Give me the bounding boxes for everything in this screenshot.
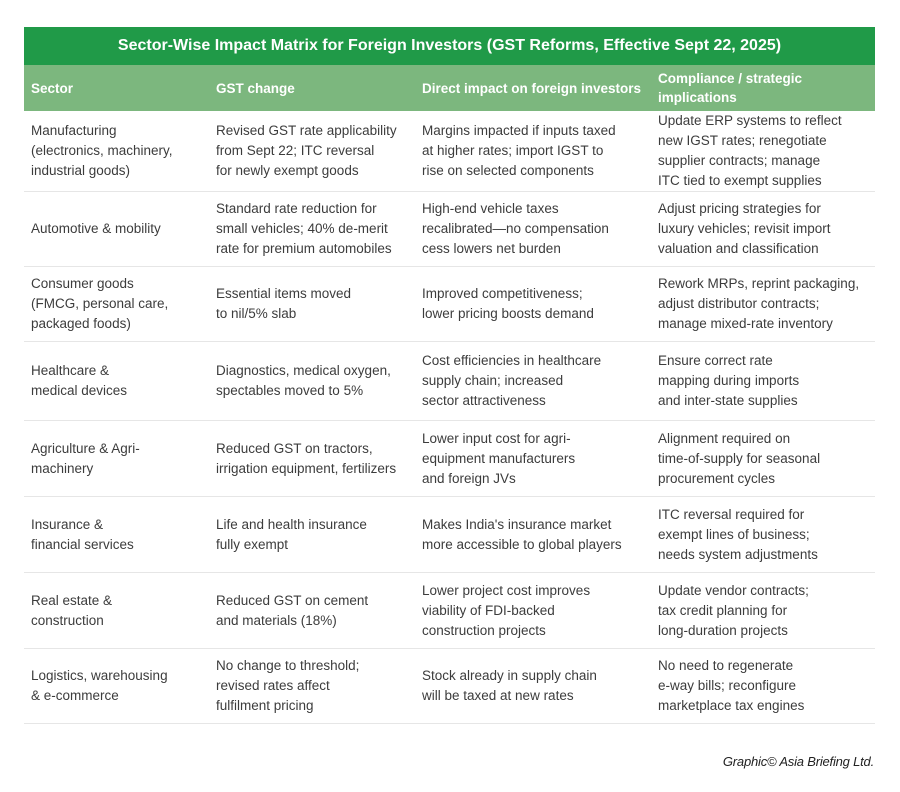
compliance-cell: Ensure correct rate mapping during imports and inter-state supplies [658, 353, 800, 408]
compliance-cell: Alignment required on time-of-supply for seasonal procurement cycles [658, 430, 821, 486]
gst-change-cell: Reduced GST on tractors, irrigation equipment, fertilizers [216, 440, 397, 476]
sector-cell: Real estate & construction [31, 592, 113, 628]
compliance-cell: ITC reversal required for exempt lines of business; needs system adjustments [658, 506, 818, 562]
column-header-compliance: Compliance / strategic implications [658, 71, 803, 105]
impact-cell: Margins impacted if inputs taxed at higher rates; import IGST to rise on selected components [422, 123, 616, 178]
compliance-cell: Rework MRPs, reprint packaging, adjust distributor contracts; manage mixed-rate inventory [658, 276, 860, 331]
gst-change-cell: Diagnostics, medical oxygen, spectables moved to 5% [216, 363, 391, 398]
column-header-sector: Sector [31, 80, 74, 96]
graphic-credit: Graphic© Asia Briefing Ltd. [722, 754, 874, 769]
gst-change-cell: Life and health insurance fully exempt [216, 516, 367, 552]
compliance-cell: Adjust pricing strategies for luxury vehicles; revisit import valuation and classification [658, 201, 831, 256]
sector-cell: Healthcare & medical devices [31, 363, 128, 398]
sector-cell: Consumer goods (FMCG, personal care, packaged foods) [31, 276, 169, 331]
impact-cell: Makes India's insurance market more accessible to global players [422, 516, 622, 552]
column-header-gst-change: GST change [216, 80, 295, 96]
sector-cell: Automotive & mobility [31, 221, 161, 236]
impact-cell: Lower project cost improves viability of FDI-backed construction projects [422, 582, 591, 638]
impact-cell: Cost efficiencies in healthcare supply chain; increased sector attractiveness [422, 353, 602, 408]
compliance-cell: Update ERP systems to reflect new IGST rates; renegotiate supplier contracts; manage ITC tied to exempt supplies [658, 113, 842, 188]
gst-change-cell: Reduced GST on cement and materials (18%) [216, 592, 369, 628]
impact-cell: Lower input cost for agri- equipment manufacturers and foreign JVs [422, 430, 576, 486]
gst-change-cell: Revised GST rate applicability from Sept 22; ITC reversal for newly exempt goods [216, 123, 397, 178]
table-row [24, 267, 875, 342]
table-row [24, 497, 875, 573]
table-row [24, 192, 875, 267]
table-header-row [24, 65, 875, 111]
compliance-cell: No need to regenerate e-way bills; reconfigure marketplace tax engines [658, 658, 805, 713]
column-header-direct-impact: Direct impact on foreign investors [422, 80, 642, 96]
table-row [24, 421, 875, 497]
sector-cell: Manufacturing (electronics, machinery, industrial goods) [31, 123, 173, 178]
gst-change-cell: No change to threshold; revised rates affect fulfilment pricing [216, 658, 360, 713]
sector-cell: Logistics, warehousing & e-commerce [31, 668, 168, 703]
compliance-cell: Update vendor contracts; tax credit planning for long-duration projects [658, 582, 809, 638]
gst-change-cell: Standard rate reduction for small vehicles; 40% de-merit rate for premium automobiles [216, 201, 392, 256]
sector-cell: Agriculture & Agri- machinery [31, 440, 140, 476]
sector-cell: Insurance & financial services [31, 516, 134, 552]
impact-matrix-table [24, 27, 875, 724]
impact-cell: Stock already in supply chain will be taxed at new rates [422, 668, 597, 703]
table-title: Sector-Wise Impact Matrix for Foreign Investors (GST Reforms, Effective Sept 22, 2025) [24, 27, 875, 65]
table-row [24, 342, 875, 421]
table-row [24, 573, 875, 649]
table-body [24, 111, 875, 724]
impact-cell: Improved competitiveness; lower pricing boosts demand [422, 286, 594, 321]
gst-change-cell: Essential items moved to nil/5% slab [216, 286, 352, 321]
impact-cell: High-end vehicle taxes recalibrated—no compensation cess lowers net burden [422, 201, 609, 256]
table-row [24, 649, 875, 724]
table-row [24, 111, 875, 192]
